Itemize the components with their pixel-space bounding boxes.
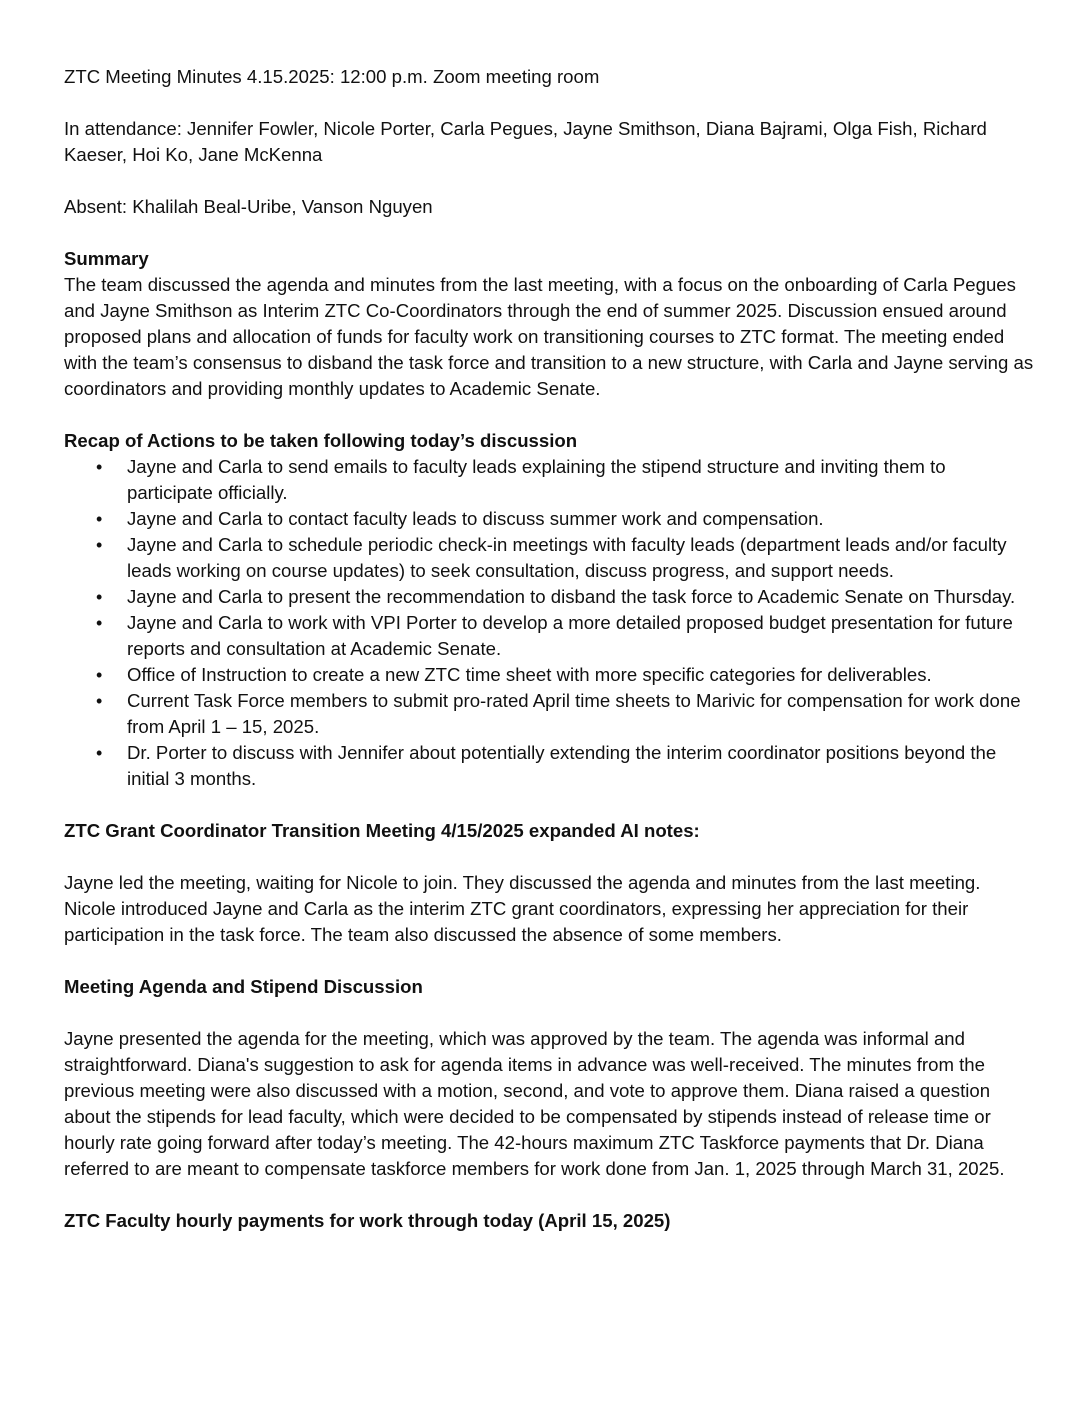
summary-heading: Summary	[64, 248, 149, 269]
list-item-text: Jayne and Carla to schedule periodic check-in meetings with faculty leads (department leads and/or faculty leads working on course updates) to seek consultation, discuss progress, and support needs.	[127, 534, 1007, 581]
list-item	[64, 532, 1034, 584]
absent-list: Absent: Khalilah Beal-Uribe, Vanson Nguyen	[64, 196, 433, 217]
list-item-text: Jayne and Carla to contact faculty leads to discuss summer work and compensation.	[127, 508, 824, 529]
attendance-list: In attendance: Jennifer Fowler, Nicole Porter, Carla Pegues, Jayne Smithson, Diana Bajrami, Olga Fish, Richard Kaeser, Hoi Ko, Jane McKenna	[64, 118, 987, 165]
transition-text: Jayne led the meeting, waiting for Nicole to join. They discussed the agenda and minutes from the last meeting. Nicole introduced Jayne and Carla as the interim ZTC grant coordinators, expressing her appreciation for their participation in the task force. The team also discussed the absence of some members.	[64, 872, 981, 945]
bullet-icon: •	[96, 457, 103, 477]
list-item	[64, 662, 1034, 688]
bullet-icon: •	[96, 535, 103, 555]
minutes-title: ZTC Meeting Minutes 4.15.2025: 12:00 p.m. Zoom meeting room	[64, 66, 600, 87]
transition-heading: ZTC Grant Coordinator Transition Meeting 4/15/2025 expanded AI notes:	[64, 820, 700, 841]
list-item-text: Jayne and Carla to present the recommendation to disband the task force to Academic Senate on Thursday.	[127, 586, 1016, 607]
bullet-icon: •	[96, 691, 103, 711]
list-item	[64, 454, 1034, 506]
bullet-icon: •	[96, 587, 103, 607]
agenda-heading: Meeting Agenda and Stipend Discussion	[64, 976, 423, 997]
list-item-text: Current Task Force members to submit pro-rated April time sheets to Marivic for compensation for work done from April 1 – 15, 2025.	[127, 690, 1021, 737]
bullet-icon: •	[96, 509, 103, 529]
list-item	[64, 688, 1034, 740]
list-item-text: Dr. Porter to discuss with Jennifer about potentially extending the interim coordinator positions beyond the initial 3 months.	[127, 742, 997, 789]
bullet-icon: •	[96, 743, 103, 763]
summary-text: The team discussed the agenda and minutes from the last meeting, with a focus on the onboarding of Carla Pegues and Jayne Smithson as Interim ZTC Co-Coordinators through the end of summer 2025. Discussion ensued around proposed plans and allocation of funds for faculty work on transitioning courses to ZTC format. The meeting ended with the team’s consensus to disband the task force and transition to a new structure, with Carla and Jayne serving as coordinators and providing monthly updates to Academic Senate.	[64, 274, 1034, 399]
list-item	[64, 584, 1034, 610]
payments-heading: ZTC Faculty hourly payments for work through today (April 15, 2025)	[64, 1210, 671, 1231]
bullet-icon: •	[96, 665, 103, 685]
bullet-icon: •	[96, 613, 103, 633]
agenda-text: Jayne presented the agenda for the meeting, which was approved by the team. The agenda was informal and straightforward. Diana's suggestion to ask for agenda items in advance was well-received. The minutes from the previous meeting were also discussed with a motion, second, and vote to approve them. Diana raised a question about the stipends for lead faculty, which were decided to be compensated by stipends instead of release time or hourly rate going forward after today’s meeting. The 42-hours maximum ZTC Taskforce payments that Dr. Diana referred to are meant to compensate taskforce members for work done from Jan. 1, 2025 through March 31, 2025.	[64, 1028, 1005, 1179]
list-item-text: Office of Instruction to create a new ZTC time sheet with more specific categories for deliverables.	[127, 664, 932, 685]
list-item-text: Jayne and Carla to work with VPI Porter to develop a more detailed proposed budget presentation for future reports and consultation at Academic Senate.	[127, 612, 1013, 659]
recap-action-list	[64, 454, 1034, 792]
list-item	[64, 740, 1034, 792]
list-item-text: Jayne and Carla to send emails to faculty leads explaining the stipend structure and inviting them to participate officially.	[127, 456, 946, 503]
list-item	[64, 610, 1034, 662]
recap-heading: Recap of Actions to be taken following today’s discussion	[64, 430, 578, 451]
list-item	[64, 506, 1034, 532]
document-page	[64, 64, 1034, 1234]
